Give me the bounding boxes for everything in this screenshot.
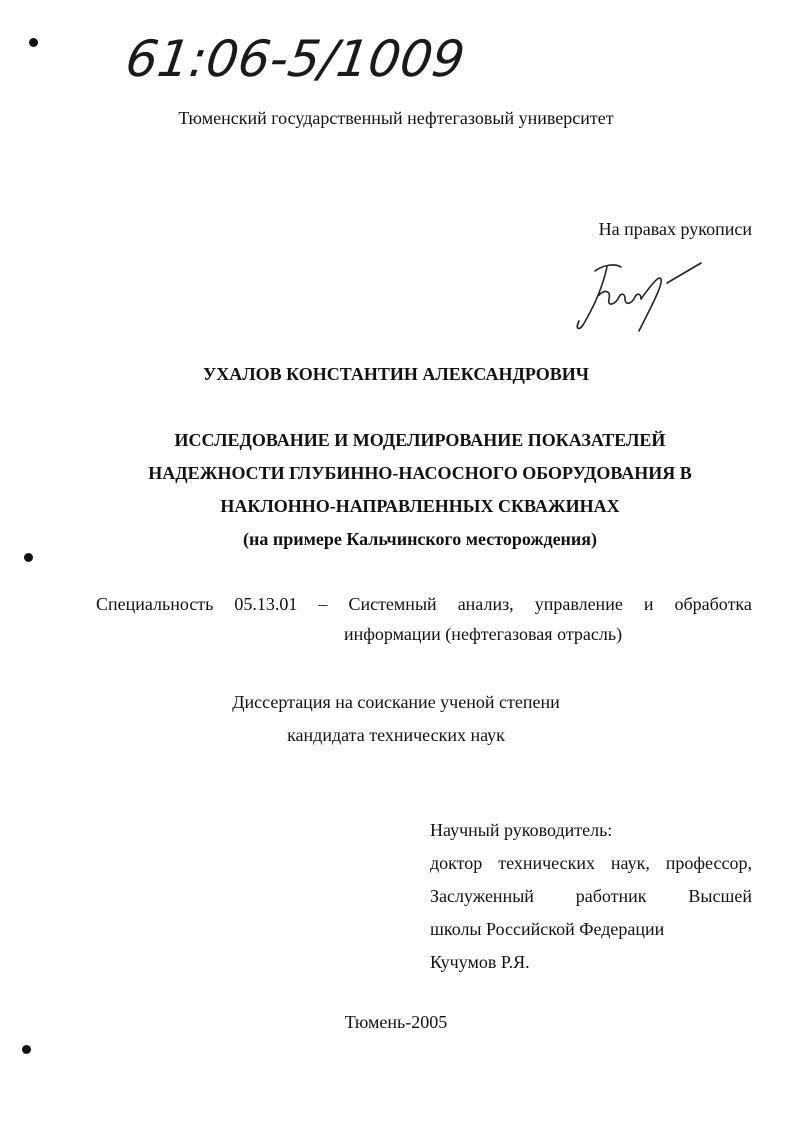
punch-hole-bottom bbox=[22, 1045, 31, 1054]
advisor-word: профессор, bbox=[665, 853, 752, 873]
dissertation-degree bbox=[0, 686, 792, 752]
archive-number-text: 61:06-5/1009 bbox=[128, 29, 468, 88]
specialty-word: Специальность bbox=[96, 594, 214, 614]
specialty-word: и bbox=[643, 594, 654, 614]
city-year: Тюмень-2005 bbox=[344, 1012, 448, 1032]
punch-hole-middle bbox=[24, 553, 33, 562]
advisor-word: Высшей bbox=[688, 886, 752, 906]
specialty-word: анализ, bbox=[457, 594, 514, 614]
advisor-word: работник bbox=[575, 886, 647, 906]
author-name: УХАЛОВ КОНСТАНТИН АЛЕКСАНДРОВИЧ bbox=[203, 364, 589, 384]
specialty-dash: – bbox=[318, 594, 328, 614]
punch-hole-top bbox=[29, 38, 38, 47]
specialty-code: 05.13.01 bbox=[234, 594, 298, 614]
title-subtitle: (на примере Кальчинского месторождения) bbox=[242, 529, 598, 549]
advisor-label: Научный руководитель: bbox=[430, 820, 613, 840]
archive-number bbox=[128, 18, 468, 90]
advisor-line-1 bbox=[430, 847, 752, 880]
advisor-word: доктор bbox=[430, 853, 483, 873]
specialty-word: обработка bbox=[674, 594, 752, 614]
title-line: ИССЛЕДОВАНИЕ И МОДЕЛИРОВАНИЕ ПОКАЗАТЕЛЕЙ bbox=[174, 430, 666, 450]
title-line: НАДЕЖНОСТИ ГЛУБИННО-НАСОСНОГО ОБОРУДОВАНИЯ В bbox=[148, 463, 692, 483]
specialty-line-2: информации (нефтегазовая отрасль) bbox=[344, 624, 623, 644]
dissertation-title bbox=[100, 424, 740, 556]
advisor-word: Заслуженный bbox=[430, 886, 534, 906]
specialty-word: Системный bbox=[348, 594, 437, 614]
advisor-line-2 bbox=[430, 880, 752, 913]
scientific-advisor bbox=[430, 814, 752, 979]
degree-line-1: Диссертация на соискание ученой степени bbox=[232, 692, 560, 712]
specialty-word: управление bbox=[534, 594, 623, 614]
degree-line-2: кандидата технических наук bbox=[287, 725, 505, 745]
manuscript-rights: На правах рукописи bbox=[598, 219, 752, 239]
university-name: Тюменский государственный нефтегазовый университет bbox=[178, 108, 614, 128]
advisor-word: наук, bbox=[610, 853, 650, 873]
author-signature bbox=[555, 255, 715, 337]
title-line: НАКЛОННО-НАПРАВЛЕННЫХ СКВАЖИНАХ bbox=[220, 496, 620, 516]
specialty-block bbox=[96, 589, 752, 649]
specialty-line bbox=[96, 589, 752, 619]
advisor-line-3: школы Российской Федерации bbox=[430, 919, 665, 939]
advisor-word: технических bbox=[498, 853, 595, 873]
advisor-name: Кучумов Р.Я. bbox=[430, 952, 530, 972]
archive-number-graphic bbox=[128, 18, 468, 90]
